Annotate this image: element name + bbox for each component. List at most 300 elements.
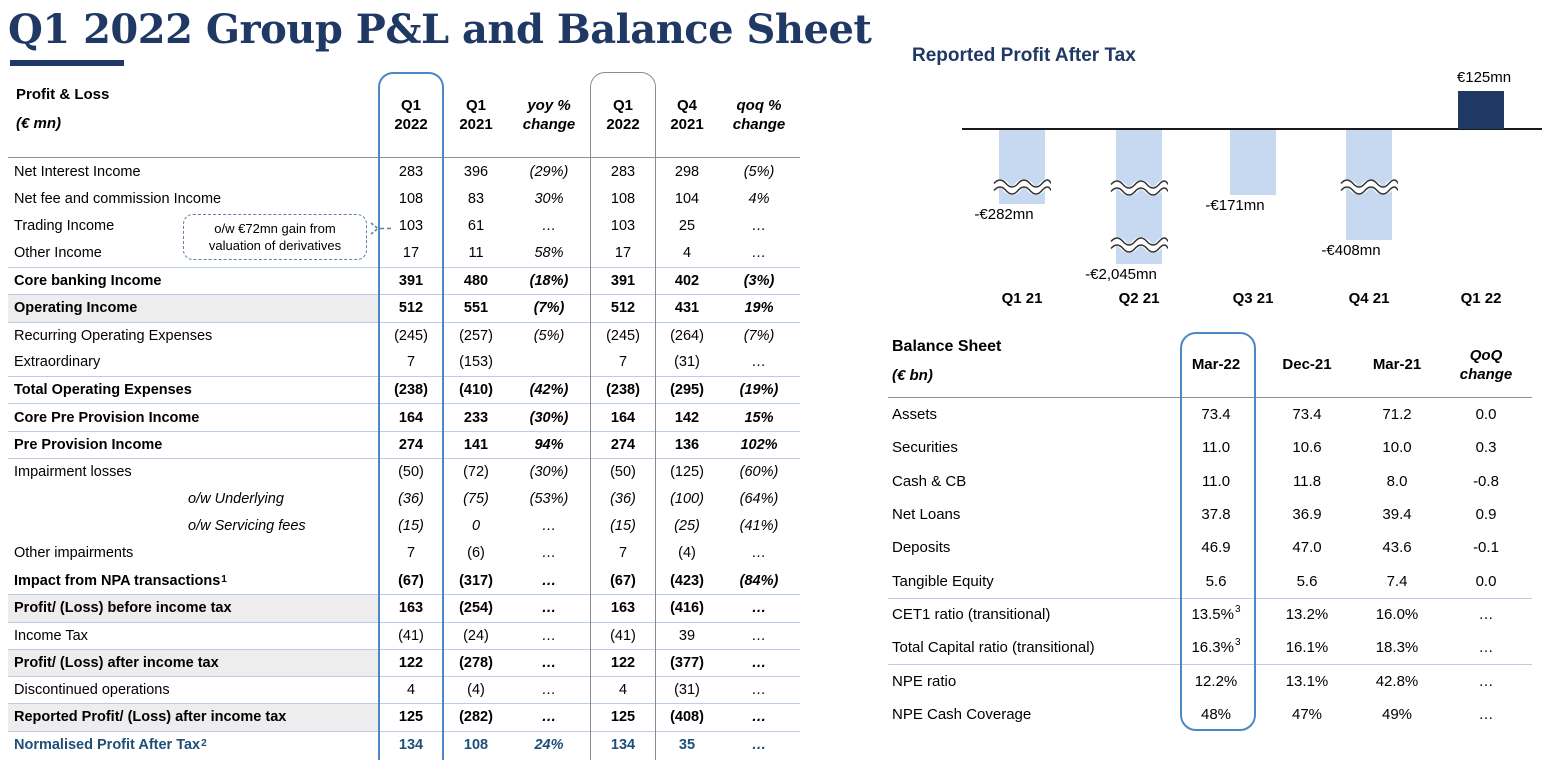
cell-value: (238) <box>606 382 640 399</box>
cell-value: 11 <box>468 245 484 262</box>
cell-value: 18.3% <box>1375 639 1419 657</box>
pnl-col-header <box>444 96 508 134</box>
cell-value: 39 <box>678 627 696 644</box>
bar-category-label: Q1 22 <box>1460 290 1502 307</box>
cell-value: 136 <box>674 436 700 453</box>
cell-value: (25) <box>674 518 700 535</box>
pnl-col-header-line2: 2021 <box>459 116 493 133</box>
cell-value: 0 <box>471 518 481 535</box>
cell-value: (31) <box>674 682 700 699</box>
cell-value: 512 <box>610 300 636 317</box>
cell-value: 283 <box>398 163 424 180</box>
pnl-col-header <box>378 96 444 134</box>
cell-value: 274 <box>398 436 424 453</box>
cell-value: (67) <box>398 572 424 589</box>
cell-value: 102% <box>740 436 778 453</box>
bar-category-label: Q1 21 <box>1001 290 1043 307</box>
cell-value: 274 <box>610 436 636 453</box>
cell-value: 103 <box>398 218 424 235</box>
cell-superscript: 3 <box>1234 637 1241 649</box>
cell-value: (36) <box>398 490 424 507</box>
cell-value: 125 <box>398 709 424 726</box>
row-label-text: Pre Provision Income <box>14 436 163 453</box>
row-label-text: Recurring Operating Expenses <box>14 327 213 344</box>
row-label <box>8 704 378 730</box>
cell-value: … <box>541 518 557 535</box>
cell-value <box>1171 606 1261 623</box>
pnl-rows <box>8 158 800 758</box>
cell-value: 142 <box>674 409 700 426</box>
table-row <box>8 376 800 403</box>
cell-value: (3%) <box>743 273 775 290</box>
row-label <box>8 512 378 539</box>
balance-sheet-title-block <box>888 332 1171 384</box>
cell-value: 11.8 <box>1292 472 1322 490</box>
cell-value: 35 <box>678 736 696 753</box>
cell-value: (245) <box>606 327 640 344</box>
cell-value: 0.0 <box>1475 572 1497 590</box>
cell-value: 13.1% <box>1285 673 1329 691</box>
cell-value: (7%) <box>743 327 775 344</box>
pnl-col-header-line1: Q1 <box>465 97 486 114</box>
cell-value: (264) <box>670 327 704 344</box>
pnl-col-header-line2: change <box>522 116 576 133</box>
cell-value: (64%) <box>739 490 779 507</box>
cell-value: 58% <box>534 245 564 262</box>
cell-value: 43.6 <box>1382 539 1412 557</box>
cell-value: … <box>541 600 557 617</box>
callout-arrow-icon <box>368 221 394 236</box>
cell-value: (53%) <box>529 490 569 507</box>
row-label-text: Net Interest Income <box>14 163 141 180</box>
cell-value: … <box>751 245 767 262</box>
cell-value-text: 13.5% <box>1191 606 1234 624</box>
table-row <box>8 731 800 758</box>
cell-value: 122 <box>398 654 424 671</box>
cell-value: 5.6 <box>1296 572 1318 590</box>
row-label: Deposits <box>892 539 951 557</box>
cell-value: 4% <box>748 190 770 207</box>
table-row <box>8 267 800 294</box>
table-row <box>888 631 1532 664</box>
table-row <box>888 564 1532 597</box>
cell-value: (18%) <box>529 273 569 290</box>
axis-break-icon <box>1110 236 1168 254</box>
cell-value: 4 <box>618 682 628 699</box>
row-label-text: o/w Underlying <box>188 490 284 507</box>
table-row <box>8 240 800 267</box>
row-label-text: Core Pre Provision Income <box>14 409 200 426</box>
row-label-text: o/w Servicing fees <box>188 518 306 535</box>
cell-value: 73.4 <box>1201 406 1231 424</box>
row-label <box>8 295 378 321</box>
table-row <box>888 498 1532 531</box>
cell-value: 42.8% <box>1375 673 1419 691</box>
cell-value: (278) <box>459 654 493 671</box>
row-label-text: Profit/ (Loss) before income tax <box>14 600 232 617</box>
balance-col-header <box>1171 355 1261 374</box>
table-row <box>8 567 800 594</box>
cell-value: 8.0 <box>1386 472 1408 490</box>
row-label <box>8 650 378 676</box>
pnl-col-header-line2: 2022 <box>394 116 428 133</box>
row-label-text: Discontinued operations <box>14 682 170 699</box>
cell-value: … <box>541 627 557 644</box>
cell-value: 134 <box>398 736 424 753</box>
balance-sheet-table <box>888 332 1538 734</box>
cell-value: 94% <box>534 436 564 453</box>
cell-value: 37.8 <box>1201 506 1231 524</box>
cell-value: 108 <box>610 190 636 207</box>
axis-break-icon <box>1110 179 1168 197</box>
row-label-text: Income Tax <box>14 627 88 644</box>
cell-value: (153) <box>459 354 493 371</box>
pnl-col-header <box>590 96 656 134</box>
row-label: Assets <box>892 406 938 424</box>
cell-value: 108 <box>463 736 489 753</box>
cell-value: … <box>751 736 767 753</box>
pnl-col-header-line1: Q4 <box>676 97 697 114</box>
row-label <box>8 485 378 512</box>
cell-value: 61 <box>467 218 485 235</box>
cell-value: 164 <box>398 409 424 426</box>
cell-value: (67) <box>610 572 636 589</box>
table-row <box>8 431 800 458</box>
cell-value: (4) <box>678 545 696 562</box>
row-label <box>8 268 378 294</box>
cell-value: 7 <box>406 354 416 371</box>
pnl-unit: (€ mn) <box>16 115 61 132</box>
cell-value: 24% <box>534 736 564 753</box>
balance-sheet-title: Balance Sheet <box>892 338 1002 355</box>
cell-value: 431 <box>674 300 700 317</box>
cell-value: 46.9 <box>1201 539 1231 557</box>
pnl-col-header <box>718 96 800 134</box>
cell-value: … <box>751 218 767 235</box>
pnl-title: Profit & Loss <box>16 86 110 103</box>
pnl-col-header-line1: yoy % <box>527 97 571 114</box>
pnl-col-header-line1: Q1 <box>400 97 421 114</box>
cell-value: (41) <box>610 627 636 644</box>
cell-value: (24) <box>463 627 489 644</box>
cell-value: (282) <box>459 709 493 726</box>
cell-value: 163 <box>398 600 424 617</box>
row-label-text: Operating Income <box>14 300 138 317</box>
cell-value: 134 <box>610 736 636 753</box>
cell-value: (15) <box>398 518 424 535</box>
cell-value: 16.1% <box>1285 639 1329 657</box>
cell-value: 19% <box>744 300 774 317</box>
table-row <box>888 598 1532 631</box>
cell-value: 36.9 <box>1292 506 1322 524</box>
cell-value: 49% <box>1381 705 1413 723</box>
cell-value: (42%) <box>529 382 569 399</box>
cell-value: (84%) <box>739 572 779 589</box>
pnl-col-header-line1: qoq % <box>736 97 782 114</box>
cell-value: (30%) <box>529 464 569 481</box>
table-row <box>888 431 1532 464</box>
table-row <box>8 458 800 485</box>
row-label: Impact from NPA transactions $^1$ <box>14 572 227 589</box>
row-label-text: Other Income <box>14 245 102 262</box>
cell-value: 4 <box>406 682 416 699</box>
chart-title: Reported Profit After Tax <box>912 45 1136 66</box>
cell-value: … <box>541 545 557 562</box>
cell-value: 17 <box>402 245 420 262</box>
cell-value: 480 <box>463 273 489 290</box>
cell-value: (36) <box>610 490 636 507</box>
table-row <box>8 622 800 649</box>
row-label: NPE Cash Coverage <box>892 705 1032 723</box>
cell-value: (60%) <box>739 464 779 481</box>
cell-value: 7 <box>618 545 628 562</box>
balance-col-header <box>1441 346 1531 384</box>
chart-bar <box>999 130 1045 204</box>
cell-value: 11.0 <box>1201 472 1231 490</box>
table-row <box>8 594 800 621</box>
cell-value: (31) <box>674 354 700 371</box>
cell-value: 5.6 <box>1205 572 1227 590</box>
cell-value: 233 <box>463 409 489 426</box>
row-label-text: Total Operating Expenses <box>14 382 192 399</box>
cell-value: 10.0 <box>1382 439 1412 457</box>
table-row <box>888 398 1532 431</box>
row-label-text: Core banking Income <box>14 273 162 290</box>
chart-bar <box>1116 130 1162 264</box>
row-label: Total Capital ratio (transitional) <box>892 639 1095 657</box>
cell-value: 103 <box>610 218 636 235</box>
pnl-column-headers <box>378 72 800 158</box>
cell-value: … <box>751 600 767 617</box>
table-row <box>8 213 800 240</box>
row-label: Securities <box>892 439 958 457</box>
cell-value: 17 <box>614 245 632 262</box>
row-label <box>8 623 378 649</box>
cell-value: 48% <box>1200 705 1232 723</box>
cell-value: (5%) <box>533 327 565 344</box>
cell-value: … <box>541 682 557 699</box>
cell-value: (408) <box>670 709 704 726</box>
cell-value: 283 <box>610 163 636 180</box>
row-label: CET1 ratio (transitional) <box>892 606 1051 624</box>
cell-value: (100) <box>670 490 704 507</box>
bar-value-label: -€171mn <box>1205 197 1265 214</box>
title-underline <box>10 60 124 66</box>
row-label <box>8 540 378 567</box>
cell-value: 7.4 <box>1386 572 1408 590</box>
cell-value: … <box>751 709 767 726</box>
pnl-col-header-line2: 2021 <box>670 116 704 133</box>
table-row <box>8 512 800 539</box>
row-label <box>8 595 378 621</box>
cell-value: (50) <box>610 464 636 481</box>
cell-value: … <box>751 682 767 699</box>
row-label: Net Loans <box>892 506 961 524</box>
balance-col-header-line1: QoQ <box>1469 346 1503 364</box>
cell-value: (41) <box>398 627 424 644</box>
cell-value: (423) <box>670 572 704 589</box>
cell-value: 391 <box>398 273 424 290</box>
row-label-text: Impact from NPA transactions <box>14 572 221 589</box>
profit-after-tax-chart <box>905 45 1555 317</box>
bar-value-label: -€2,045mn <box>1085 266 1157 283</box>
row-label-text: Reported Profit/ (Loss) after income tax <box>14 709 287 726</box>
cell-value: 125 <box>610 709 636 726</box>
chart-bar <box>1230 130 1276 195</box>
row-label: Cash & CB <box>892 472 967 490</box>
cell-value: 13.2% <box>1285 606 1329 624</box>
cell-value: 104 <box>674 190 700 207</box>
cell-value: (5%) <box>743 163 775 180</box>
cell-value: 16.0% <box>1375 606 1419 624</box>
row-label: NPE ratio <box>892 673 957 691</box>
derivatives-callout <box>183 214 367 260</box>
row-label-text: Extraordinary <box>14 354 101 371</box>
balance-col-header-line1: Mar-21 <box>1372 356 1422 373</box>
balance-col-header <box>1353 355 1441 374</box>
cell-value: (125) <box>670 464 704 481</box>
cell-value: (72) <box>463 464 489 481</box>
cell-value: … <box>541 218 557 235</box>
row-label <box>8 185 378 212</box>
bar-category-label: Q2 21 <box>1118 290 1160 307</box>
pnl-col-header-line2: change <box>732 116 786 133</box>
table-row <box>888 698 1532 731</box>
row-label <box>8 404 378 430</box>
cell-value: … <box>751 545 767 562</box>
cell-value: 39.4 <box>1382 506 1412 524</box>
row-label: Tangible Equity <box>892 572 994 590</box>
cell-value: 4 <box>682 245 692 262</box>
cell-value: 298 <box>674 163 700 180</box>
cell-value: -0.1 <box>1473 539 1499 557</box>
cell-value: … <box>541 572 557 589</box>
cell-value: … <box>541 709 557 726</box>
cell-value: … <box>1478 673 1494 691</box>
row-label-text: Impairment losses <box>14 464 132 481</box>
table-row <box>8 294 800 321</box>
pnl-col-header <box>508 96 590 134</box>
cell-value: (50) <box>398 464 424 481</box>
bar-value-label: -€282mn <box>974 206 1034 223</box>
cell-value: … <box>751 627 767 644</box>
cell-value: 122 <box>610 654 636 671</box>
table-row <box>8 649 800 676</box>
cell-value: (317) <box>459 572 493 589</box>
cell-value: (245) <box>394 327 428 344</box>
pnl-col-header-line1: Q1 <box>612 97 633 114</box>
cell-value: (29%) <box>529 163 569 180</box>
cell-value: 164 <box>610 409 636 426</box>
cell-value: 391 <box>610 273 636 290</box>
cell-value: … <box>751 354 767 371</box>
cell-value: 402 <box>674 273 700 290</box>
cell-value: (377) <box>670 654 704 671</box>
cell-value: -0.8 <box>1473 472 1499 490</box>
row-label-text: Normalised Profit After Tax <box>14 736 201 753</box>
table-row <box>888 664 1532 697</box>
cell-value: (410) <box>459 382 493 399</box>
page-title: Q1 2022 Group P&L and Balance Sheet <box>8 6 872 53</box>
cell-value: (254) <box>459 600 493 617</box>
cell-value: (6) <box>467 545 485 562</box>
cell-value: 7 <box>406 545 416 562</box>
cell-value: (15) <box>610 518 636 535</box>
row-label <box>8 349 378 376</box>
callout-line2: valuation of derivatives <box>208 238 342 253</box>
cell-value: 12.2% <box>1194 673 1238 691</box>
balance-sheet-unit: (€ bn) <box>892 367 933 384</box>
table-row <box>888 531 1532 564</box>
cell-value: (295) <box>670 382 704 399</box>
pnl-header-title-block <box>16 86 109 132</box>
row-label: Normalised Profit After Tax $^2$ <box>14 736 207 753</box>
table-row <box>8 703 800 730</box>
bar-category-label: Q3 21 <box>1232 290 1274 307</box>
bar-category-label: Q4 21 <box>1348 290 1390 307</box>
row-label <box>8 459 378 485</box>
chart-bar <box>1458 91 1504 129</box>
table-row <box>8 185 800 212</box>
cell-value: 7 <box>618 354 628 371</box>
balance-col-header <box>1261 355 1353 374</box>
cell-value: 396 <box>463 163 489 180</box>
cell-value: 30% <box>534 190 564 207</box>
table-row <box>8 403 800 430</box>
cell-value: 108 <box>398 190 424 207</box>
row-label <box>8 323 378 349</box>
cell-value: (4) <box>467 682 485 699</box>
cell-value: … <box>1478 705 1494 723</box>
table-row <box>888 465 1532 498</box>
cell-value: … <box>1478 606 1494 624</box>
cell-value: 47% <box>1291 705 1323 723</box>
table-row <box>8 349 800 376</box>
row-label-text: Net fee and commission Income <box>14 190 222 207</box>
cell-value: (19%) <box>739 382 779 399</box>
balance-sheet-header <box>888 332 1532 398</box>
pnl-table-header <box>8 72 800 158</box>
cell-value: … <box>751 654 767 671</box>
table-row <box>8 676 800 703</box>
bar-value-label: €125mn <box>1456 69 1512 86</box>
pnl-col-header-line2: 2022 <box>606 116 640 133</box>
row-label <box>8 377 378 403</box>
cell-value: (75) <box>463 490 489 507</box>
cell-value: 83 <box>467 190 485 207</box>
cell-value <box>1171 639 1261 656</box>
table-row <box>8 322 800 349</box>
cell-superscript: 3 <box>1234 604 1241 616</box>
cell-value: (238) <box>394 382 428 399</box>
row-label-text: Trading Income <box>14 218 115 235</box>
cell-value: 0.3 <box>1475 439 1497 457</box>
cell-value: 141 <box>463 436 489 453</box>
cell-value: … <box>541 654 557 671</box>
axis-break-icon <box>1340 178 1398 196</box>
cell-value-text: 16.3% <box>1191 639 1234 657</box>
row-label <box>8 432 378 458</box>
table-row <box>8 158 800 185</box>
cell-value: (41%) <box>739 518 779 535</box>
cell-value: 47.0 <box>1292 539 1322 557</box>
row-label-text: Profit/ (Loss) after income tax <box>14 654 219 671</box>
row-label <box>8 677 378 703</box>
cell-value: (30%) <box>529 409 569 426</box>
cell-value: 512 <box>398 300 424 317</box>
cell-value: 163 <box>610 600 636 617</box>
cell-value: 15% <box>744 409 774 426</box>
